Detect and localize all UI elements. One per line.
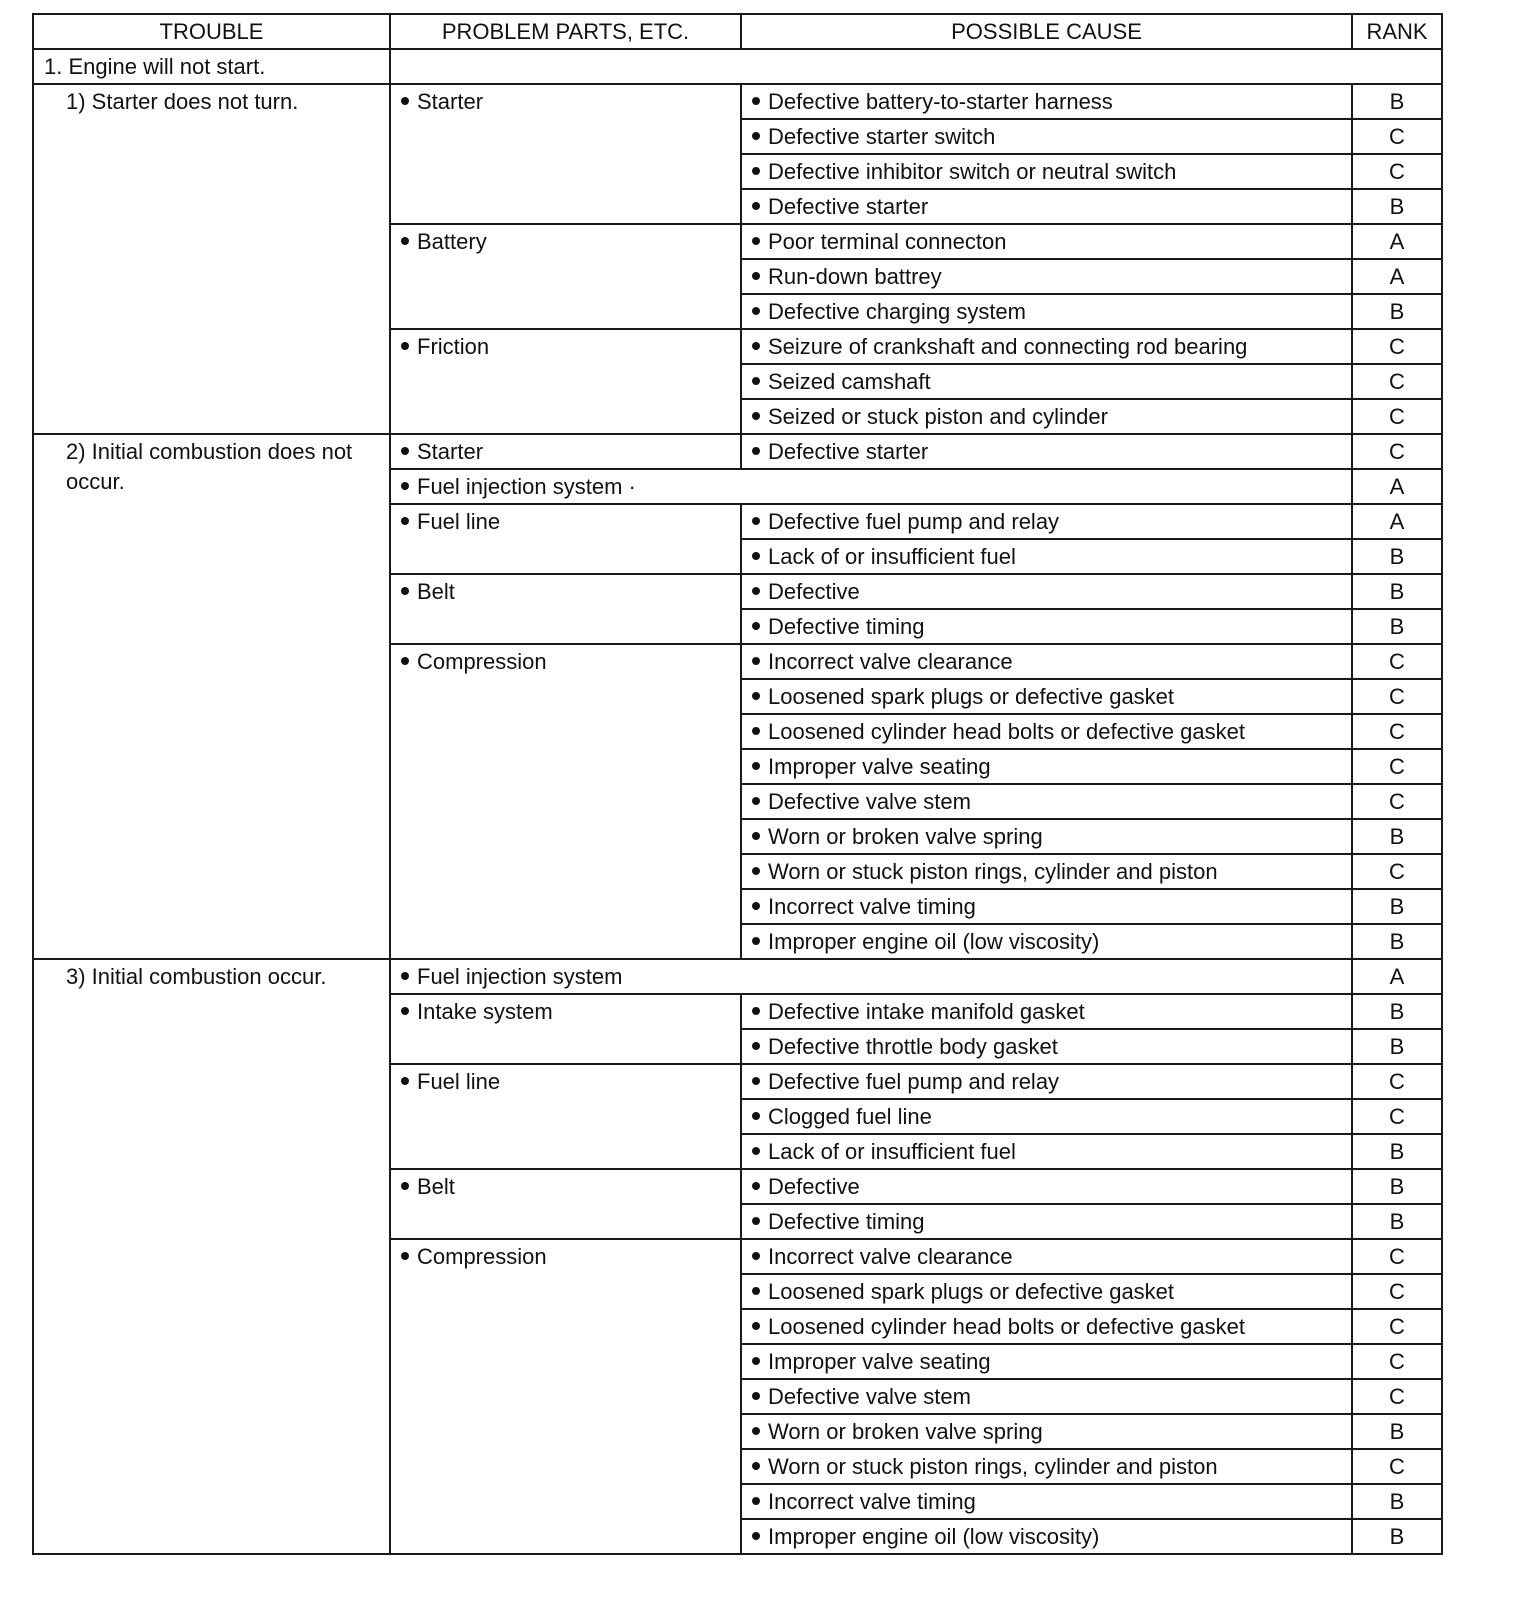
table-body xyxy=(33,49,1442,1554)
header-rank: RANK xyxy=(1352,14,1442,49)
possible-cause-cell xyxy=(741,154,1352,189)
rank-cell: B xyxy=(1352,994,1442,1029)
possible-cause-cell xyxy=(741,1029,1352,1064)
bullet-icon xyxy=(752,1007,760,1015)
bullet-icon xyxy=(401,1182,409,1190)
rank-cell: C xyxy=(1352,1064,1442,1099)
bullet-icon xyxy=(401,587,409,595)
bullet-icon xyxy=(752,342,760,350)
bullet-icon xyxy=(752,1322,760,1330)
problem-part-label: Battery xyxy=(417,229,487,254)
bullet-icon xyxy=(752,1252,760,1260)
possible-cause-label: Loosened cylinder head bolts or defective gasket xyxy=(768,719,1245,744)
trouble-cell xyxy=(33,84,390,434)
possible-cause-label: Loosened spark plugs or defective gasket xyxy=(768,1279,1175,1304)
bullet-icon xyxy=(752,517,760,525)
possible-cause-label: Defective xyxy=(768,1174,860,1199)
possible-cause-label: Loosened cylinder head bolts or defective gasket xyxy=(768,1314,1245,1339)
possible-cause-cell xyxy=(741,1449,1352,1484)
problem-part-cell xyxy=(390,329,741,434)
possible-cause-label: Lack of or insufficient fuel xyxy=(768,544,1016,569)
possible-cause-cell xyxy=(741,1134,1352,1169)
possible-cause-label: Run-down battrey xyxy=(768,264,942,289)
rank-cell: B xyxy=(1352,539,1442,574)
possible-cause-cell xyxy=(741,854,1352,889)
bullet-icon xyxy=(401,447,409,455)
possible-cause-label: Improper valve seating xyxy=(768,1349,991,1374)
possible-cause-cell xyxy=(741,644,1352,679)
bullet-icon xyxy=(752,272,760,280)
rank-cell: C xyxy=(1352,1309,1442,1344)
possible-cause-cell xyxy=(741,994,1352,1029)
section-blank xyxy=(390,49,1442,84)
rank-cell: B xyxy=(1352,819,1442,854)
possible-cause-label: Defective valve stem xyxy=(768,1384,971,1409)
rank-cell: C xyxy=(1352,1274,1442,1309)
troubleshooting-table xyxy=(32,13,1443,1555)
possible-cause-label: Poor terminal connecton xyxy=(768,229,1007,254)
possible-cause-label: Defective battery-to-starter harness xyxy=(768,89,1113,114)
possible-cause-cell xyxy=(741,329,1352,364)
bullet-icon xyxy=(752,762,760,770)
rank-cell: C xyxy=(1352,1379,1442,1414)
possible-cause-cell xyxy=(741,889,1352,924)
problem-part-label: Starter xyxy=(417,89,484,114)
possible-cause-label: Incorrect valve clearance xyxy=(768,1244,1013,1269)
problem-part-cell xyxy=(390,434,741,469)
bullet-icon xyxy=(401,517,409,525)
bullet-icon xyxy=(401,657,409,665)
section-title: 1. Engine will not start. xyxy=(33,49,390,84)
possible-cause-cell xyxy=(741,1204,1352,1239)
bullet-icon xyxy=(401,972,409,980)
possible-cause-label: Lack of or insufficient fuel xyxy=(768,1139,1016,1164)
rank-cell: C xyxy=(1352,1239,1442,1274)
possible-cause-label: Defective fuel pump and relay xyxy=(768,509,1060,534)
table-row xyxy=(33,434,1442,469)
bullet-icon xyxy=(401,482,409,490)
possible-cause-label: Loosened spark plugs or defective gasket xyxy=(768,684,1175,709)
possible-cause-cell xyxy=(741,119,1352,154)
possible-cause-label: Worn or broken valve spring xyxy=(768,824,1043,849)
problem-part-label: Belt xyxy=(417,1174,455,1199)
possible-cause-label: Defective throttle body gasket xyxy=(768,1034,1058,1059)
rank-cell: C xyxy=(1352,854,1442,889)
bullet-icon xyxy=(752,1462,760,1470)
bullet-icon xyxy=(401,97,409,105)
table-row xyxy=(33,84,1442,119)
problem-part-label: Fuel injection system · xyxy=(417,474,636,499)
possible-cause-label: Defective valve stem xyxy=(768,789,971,814)
header-trouble: TROUBLE xyxy=(33,14,390,49)
bullet-icon xyxy=(752,167,760,175)
rank-cell: B xyxy=(1352,1204,1442,1239)
rank-cell: B xyxy=(1352,1519,1442,1554)
possible-cause-cell xyxy=(741,1239,1352,1274)
rank-cell: B xyxy=(1352,1414,1442,1449)
possible-cause-cell xyxy=(741,259,1352,294)
problem-part-label: Fuel injection system xyxy=(417,964,623,989)
possible-cause-label: Worn or stuck piston rings, cylinder and piston xyxy=(768,859,1218,884)
problem-part-cell xyxy=(390,1169,741,1239)
bullet-icon xyxy=(752,832,760,840)
bullet-icon xyxy=(752,1357,760,1365)
possible-cause-label: Incorrect valve timing xyxy=(768,894,976,919)
possible-cause-label: Worn or stuck piston rings, cylinder and piston xyxy=(768,1454,1218,1479)
possible-cause-label: Improper engine oil (low viscosity) xyxy=(768,1524,1100,1549)
rank-cell: A xyxy=(1352,259,1442,294)
problem-part-label: Compression xyxy=(417,649,547,674)
bullet-icon xyxy=(752,1147,760,1155)
rank-cell: B xyxy=(1352,84,1442,119)
bullet-icon xyxy=(752,1217,760,1225)
bullet-icon xyxy=(752,1392,760,1400)
possible-cause-cell xyxy=(741,1064,1352,1099)
bullet-icon xyxy=(752,1287,760,1295)
bullet-icon xyxy=(752,1042,760,1050)
rank-cell: C xyxy=(1352,1099,1442,1134)
bullet-icon xyxy=(401,1077,409,1085)
possible-cause-cell xyxy=(741,924,1352,959)
bullet-icon xyxy=(401,1007,409,1015)
rank-cell: C xyxy=(1352,1449,1442,1484)
bullet-icon xyxy=(752,1077,760,1085)
rank-cell: B xyxy=(1352,924,1442,959)
problem-part-cell xyxy=(390,644,741,959)
rank-cell: A xyxy=(1352,504,1442,539)
rank-cell: C xyxy=(1352,784,1442,819)
possible-cause-cell xyxy=(741,679,1352,714)
bullet-icon xyxy=(752,587,760,595)
problem-part-cell xyxy=(390,1239,741,1554)
rank-cell: B xyxy=(1352,1484,1442,1519)
possible-cause-label: Clogged fuel line xyxy=(768,1104,932,1129)
bullet-icon xyxy=(401,237,409,245)
problem-part-cell xyxy=(390,469,1352,504)
bullet-icon xyxy=(752,447,760,455)
possible-cause-cell xyxy=(741,504,1352,539)
possible-cause-label: Defective inhibitor switch or neutral switch xyxy=(768,159,1177,184)
bullet-icon xyxy=(401,342,409,350)
bullet-icon xyxy=(752,237,760,245)
problem-part-cell xyxy=(390,574,741,644)
rank-cell: C xyxy=(1352,329,1442,364)
bullet-icon xyxy=(752,937,760,945)
section-row xyxy=(33,49,1442,84)
rank-cell: A xyxy=(1352,224,1442,259)
possible-cause-label: Incorrect valve timing xyxy=(768,1489,976,1514)
possible-cause-label: Defective starter xyxy=(768,439,929,464)
possible-cause-label: Defective starter xyxy=(768,194,929,219)
rank-cell: B xyxy=(1352,574,1442,609)
rank-cell: C xyxy=(1352,714,1442,749)
problem-part-label: Compression xyxy=(417,1244,547,1269)
bullet-icon xyxy=(752,692,760,700)
bullet-icon xyxy=(401,1252,409,1260)
possible-cause-cell xyxy=(741,224,1352,259)
problem-part-cell xyxy=(390,84,741,224)
header-possible-cause: POSSIBLE CAUSE xyxy=(741,14,1352,49)
bullet-icon xyxy=(752,377,760,385)
bullet-icon xyxy=(752,1497,760,1505)
possible-cause-cell xyxy=(741,84,1352,119)
possible-cause-label: Improper valve seating xyxy=(768,754,991,779)
bullet-icon xyxy=(752,307,760,315)
problem-part-cell xyxy=(390,959,1352,994)
problem-part-label: Friction xyxy=(417,334,490,359)
trouble-label: 1) Starter does not turn. xyxy=(66,89,299,114)
rank-cell: C xyxy=(1352,154,1442,189)
possible-cause-cell xyxy=(741,539,1352,574)
rank-cell: C xyxy=(1352,1344,1442,1379)
possible-cause-cell xyxy=(741,1344,1352,1379)
rank-cell: B xyxy=(1352,189,1442,224)
possible-cause-cell xyxy=(741,574,1352,609)
problem-part-cell xyxy=(390,994,741,1064)
rank-cell: B xyxy=(1352,1029,1442,1064)
rank-cell: B xyxy=(1352,889,1442,924)
possible-cause-label: Seized camshaft xyxy=(768,369,931,394)
rank-cell: B xyxy=(1352,294,1442,329)
bullet-icon xyxy=(752,1532,760,1540)
possible-cause-label: Defective timing xyxy=(768,1209,925,1234)
rank-cell: C xyxy=(1352,749,1442,784)
possible-cause-label: Defective timing xyxy=(768,614,925,639)
bullet-icon xyxy=(752,1182,760,1190)
possible-cause-cell xyxy=(741,819,1352,854)
possible-cause-label: Incorrect valve clearance xyxy=(768,649,1013,674)
problem-part-label: Belt xyxy=(417,579,455,604)
trouble-cell xyxy=(33,434,390,959)
rank-cell: C xyxy=(1352,679,1442,714)
trouble-label: 2) Initial combustion does not occur. xyxy=(66,439,353,494)
possible-cause-label: Seized or stuck piston and cylinder xyxy=(768,404,1108,429)
rank-cell: C xyxy=(1352,364,1442,399)
possible-cause-cell xyxy=(741,434,1352,469)
possible-cause-cell xyxy=(741,364,1352,399)
rank-cell: C xyxy=(1352,434,1442,469)
possible-cause-cell xyxy=(741,189,1352,224)
bullet-icon xyxy=(752,552,760,560)
bullet-icon xyxy=(752,867,760,875)
possible-cause-cell xyxy=(741,1169,1352,1204)
possible-cause-label: Defective charging system xyxy=(768,299,1026,324)
table-row xyxy=(33,959,1442,994)
possible-cause-cell xyxy=(741,784,1352,819)
problem-part-label: Intake system xyxy=(417,999,553,1024)
trouble-cell xyxy=(33,959,390,1554)
bullet-icon xyxy=(752,622,760,630)
possible-cause-label: Defective fuel pump and relay xyxy=(768,1069,1060,1094)
bullet-icon xyxy=(752,797,760,805)
trouble-label: 3) Initial combustion occur. xyxy=(66,964,327,989)
possible-cause-cell xyxy=(741,714,1352,749)
problem-part-label: Starter xyxy=(417,439,484,464)
possible-cause-cell xyxy=(741,1099,1352,1134)
rank-cell: A xyxy=(1352,469,1442,504)
possible-cause-cell xyxy=(741,1519,1352,1554)
possible-cause-cell xyxy=(741,1379,1352,1414)
possible-cause-cell xyxy=(741,1274,1352,1309)
rank-cell: B xyxy=(1352,609,1442,644)
bullet-icon xyxy=(752,132,760,140)
bullet-icon xyxy=(752,727,760,735)
rank-cell: B xyxy=(1352,1134,1442,1169)
bullet-icon xyxy=(752,1112,760,1120)
possible-cause-label: Worn or broken valve spring xyxy=(768,1419,1043,1444)
possible-cause-label: Defective starter switch xyxy=(768,124,996,149)
problem-part-cell xyxy=(390,224,741,329)
problem-part-cell xyxy=(390,1064,741,1169)
rank-cell: C xyxy=(1352,399,1442,434)
possible-cause-label: Defective intake manifold gasket xyxy=(768,999,1085,1024)
bullet-icon xyxy=(752,412,760,420)
possible-cause-cell xyxy=(741,609,1352,644)
bullet-icon xyxy=(752,97,760,105)
rank-cell: B xyxy=(1352,1169,1442,1204)
bullet-icon xyxy=(752,1427,760,1435)
header-problem-parts: PROBLEM PARTS, ETC. xyxy=(390,14,741,49)
bullet-icon xyxy=(752,202,760,210)
possible-cause-cell xyxy=(741,1484,1352,1519)
bullet-icon xyxy=(752,902,760,910)
problem-part-label: Fuel line xyxy=(417,1069,501,1094)
possible-cause-label: Defective xyxy=(768,579,860,604)
problem-part-label: Fuel line xyxy=(417,509,501,534)
problem-part-cell xyxy=(390,504,741,574)
possible-cause-cell xyxy=(741,749,1352,784)
rank-cell: C xyxy=(1352,119,1442,154)
rank-cell: C xyxy=(1352,644,1442,679)
possible-cause-cell xyxy=(741,399,1352,434)
possible-cause-label: Improper engine oil (low viscosity) xyxy=(768,929,1100,954)
possible-cause-label: Seizure of crankshaft and connecting rod bearing xyxy=(768,334,1248,359)
possible-cause-cell xyxy=(741,1309,1352,1344)
rank-cell: A xyxy=(1352,959,1442,994)
possible-cause-cell xyxy=(741,294,1352,329)
header-row xyxy=(33,14,1442,49)
bullet-icon xyxy=(752,657,760,665)
possible-cause-cell xyxy=(741,1414,1352,1449)
